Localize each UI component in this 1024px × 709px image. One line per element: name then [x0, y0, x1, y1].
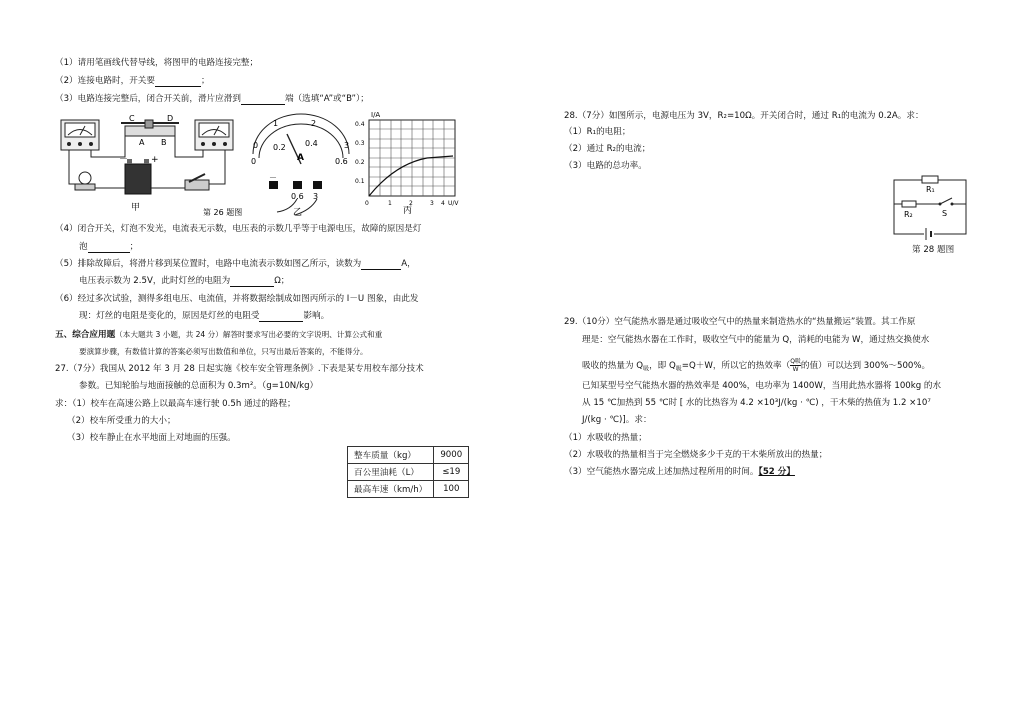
school-bus-spec-table [347, 446, 469, 498]
battery-minus-label: － [119, 155, 129, 165]
x-tick-2: 2 [409, 200, 413, 207]
q26-part3 [55, 94, 369, 105]
ammeter-dial [251, 114, 349, 218]
q29-line3c: =Q＋W，所以它的热效率（ [681, 361, 791, 371]
answer-blank[interactable] [259, 312, 303, 322]
q26-part5-cont [79, 276, 289, 287]
q26-part2 [55, 76, 210, 87]
q29-line1: 29.（10分）空气能热水器是通过吸收空气中的热量来制造热水的“热量搬运”装置。其工作原 [564, 317, 916, 327]
q29-line2: 理是：空气能热水器在工作时，吸收空气中的能量为 Q，消耗的电能为 W，通过热交换使水 [582, 335, 930, 345]
table-row [348, 447, 469, 464]
q26-part3-end: 端（选填“A”或“B”）； [284, 94, 369, 104]
spec-value: ≤19 [434, 464, 469, 481]
y-tick-03: 0.3 [355, 140, 365, 147]
spec-label: 整车质量（kg） [348, 447, 434, 464]
spec-label: 最高车速（km/h） [348, 481, 434, 498]
q26-part6-cont [79, 311, 329, 322]
q26-part2-end: ； [201, 76, 210, 86]
x-tick-1: 1 [388, 200, 392, 207]
q26-part4: （4）闭合开关，灯泡不发光，电流表无示数，电压表的示数几乎等于电源电压，故障的原因是灯 [55, 224, 422, 234]
q26-part2-text: （2）连接电路时，开关要 [55, 76, 155, 86]
x-tick-0: 0 [365, 200, 369, 207]
q26-part1: （1）请用笔画线代替导线，将图甲的电路连接完整； [55, 58, 259, 68]
q26-part3-text: （3）电路连接完整后，闭合开关前，滑片应滑到 [55, 94, 241, 104]
spec-value: 100 [434, 481, 469, 498]
scale-top-2: 2 [311, 119, 317, 128]
x-tick-4: 4 [441, 200, 445, 207]
x-tick-3: 3 [430, 200, 434, 207]
q29-line4: 已知某型号空气能热水器的热效率是 400%，电功率为 1400W，当用此热水器将 100kg 的水 [582, 381, 942, 391]
graph-y-label: I/A [371, 112, 381, 119]
ammeter-unit: A [297, 153, 304, 163]
terminal-06: 0.6 [291, 192, 304, 201]
r1-label: R₁ [926, 185, 935, 194]
q26-part5-ohm: Ω； [274, 276, 290, 286]
y-tick-01: 0.1 [355, 178, 365, 185]
q29-sub2: 吸 [675, 365, 682, 373]
battery-plus-label: + [151, 155, 159, 165]
scale-bottom-2: 0.4 [305, 139, 318, 148]
fig26-caption: 第 26 题图 [203, 208, 243, 217]
q28-ask3: （3）电路的总功率。 [564, 161, 647, 171]
fraction-top: Q吸 [790, 358, 801, 365]
q29-line3a: 吸收的热量为 Q [582, 361, 644, 371]
q29-ask2: （2）水吸收的热量相当于完全燃烧多少千克的干木柴所放出的热量； [564, 450, 828, 460]
answer-blank[interactable] [361, 260, 401, 270]
answer-blank[interactable] [241, 95, 285, 105]
q29-line3 [582, 358, 930, 375]
q26-part4-bulb: 泡 [79, 242, 88, 252]
q29-line3d: 的值）可以达到 300%～500%。 [800, 361, 931, 371]
terminal-minus: － [269, 173, 277, 182]
answer-blank[interactable] [230, 277, 274, 287]
q29-line5: 从 15 ℃加热到 55 ℃时 [ 水的比热容为 4.2 ×10³J/(kg · ℃) ，干木柴的热值为 1.2 ×10⁷ [582, 398, 931, 408]
q29-ask1: （1）水吸收的热量； [564, 433, 647, 443]
q26-part5-unit: A， [401, 259, 416, 269]
q27-line2: 参数。已知轮胎与地面接触的总面积为 0.3m²。（g=10N/kg） [79, 381, 319, 391]
spec-label: 百公里油耗（L） [348, 464, 434, 481]
switch-s-label: S [942, 209, 948, 218]
q29-fraction [790, 358, 801, 373]
q26-part5-text: （5）排除故障后，将滑片移到某位置时，电路中电流表示数如图乙所示，读数为 [55, 259, 362, 269]
q26-part5-voltage: 电压表示数为 2.5V，此时灯丝的电阻为 [79, 276, 231, 286]
section5-note2: 要演算步骤，有数值计算的答案必须写出数值和单位，只写出最后答案的，不能得分。 [79, 347, 368, 356]
scale-top-3: 3 [344, 141, 350, 150]
scale-top-0: 0 [253, 141, 259, 150]
q29-sub: 吸 [643, 365, 650, 373]
y-tick-02: 0.2 [355, 159, 365, 166]
scale-bottom-0: 0 [251, 157, 257, 166]
q26-part4-cont [79, 242, 138, 253]
q29-line3b: ，即 Q [649, 361, 676, 371]
q28-ask2: （2）通过 R₂的电流； [564, 144, 651, 154]
switch-icon [185, 174, 209, 190]
q29-ask3 [564, 467, 795, 478]
scale-bottom-3: 0.6 [335, 157, 348, 166]
label-bing: 丙 [403, 206, 413, 216]
q26-part4-end: ； [129, 242, 139, 252]
terminal-d-label: D [167, 114, 174, 123]
terminal-3: 3 [313, 192, 319, 201]
iu-graph [355, 112, 459, 216]
q29-line6: J/(kg · ℃)]。求： [582, 415, 652, 425]
label-jia: 甲 [131, 203, 141, 213]
q26-part6: （6）经过多次试验，测得多组电压、电流值，并将数据绘制成如图丙所示的 I－U 图象，由此发 [55, 294, 419, 304]
spec-value: 9000 [434, 447, 469, 464]
q26-part5 [55, 259, 416, 270]
q28-line1: 28.（7分）如图所示，电源电压为 3V，R₂=10Ω。开关闭合时，通过 R₁的电流为 0.2A。求： [564, 111, 924, 121]
table-row [348, 464, 469, 481]
q27-ask2: （2）校车所受重力的大小； [67, 416, 176, 426]
q26-part6-text: 现：灯丝的电阻是变化的，原因是灯丝的电阻受 [79, 311, 260, 321]
terminal-a-label: A [139, 138, 145, 147]
fig28-caption: 第 28 题图 [912, 245, 955, 255]
label-yi: 乙 [293, 208, 303, 218]
q29-ask3-text: （3）空气能热水器完成上述加热过程所用的时间。 [564, 467, 759, 477]
figure-28-circuit [886, 170, 974, 242]
section5-title: 五、综合应用题 [55, 330, 116, 340]
section5-note: （本大题共 3 小题，共 24 分）解答时要求写出必要的文字说明、计算公式和重 [115, 330, 383, 339]
section5-header [55, 329, 382, 341]
q27-ask1: 求：（1）校车在高速公路上以最高车速行驶 0.5h 通过的路程； [55, 399, 296, 409]
score-badge: 【52 分】 [758, 467, 795, 477]
q26-part6-end: 影响。 [303, 311, 330, 321]
figure-26 [55, 112, 465, 220]
ammeter-icon [195, 120, 233, 150]
r2-label: R₂ [904, 210, 913, 219]
graph-x-label: U/V [448, 200, 459, 207]
terminal-c-label: C [129, 114, 135, 123]
table-row [348, 481, 469, 498]
q27-ask3: （3）校车静止在水平地面上对地面的压强。 [67, 433, 236, 443]
bulb-icon [75, 172, 95, 190]
q28-ask1: （1）R₁的电阻； [564, 127, 631, 137]
answer-blank[interactable] [155, 77, 201, 87]
terminal-b-label: B [161, 138, 167, 147]
scale-bottom-1: 0.2 [273, 143, 286, 152]
rheostat-icon [121, 114, 179, 147]
fraction-bottom: W [792, 366, 799, 373]
voltmeter-icon [61, 120, 99, 150]
q27-line1: 27.（7分）我国从 2012 年 3 月 28 日起实施《校车安全管理条例》.下表是某专用校车部分技术 [55, 364, 424, 374]
scale-top-1: 1 [273, 119, 279, 128]
y-tick-04: 0.4 [355, 121, 365, 128]
answer-blank[interactable] [88, 243, 130, 253]
